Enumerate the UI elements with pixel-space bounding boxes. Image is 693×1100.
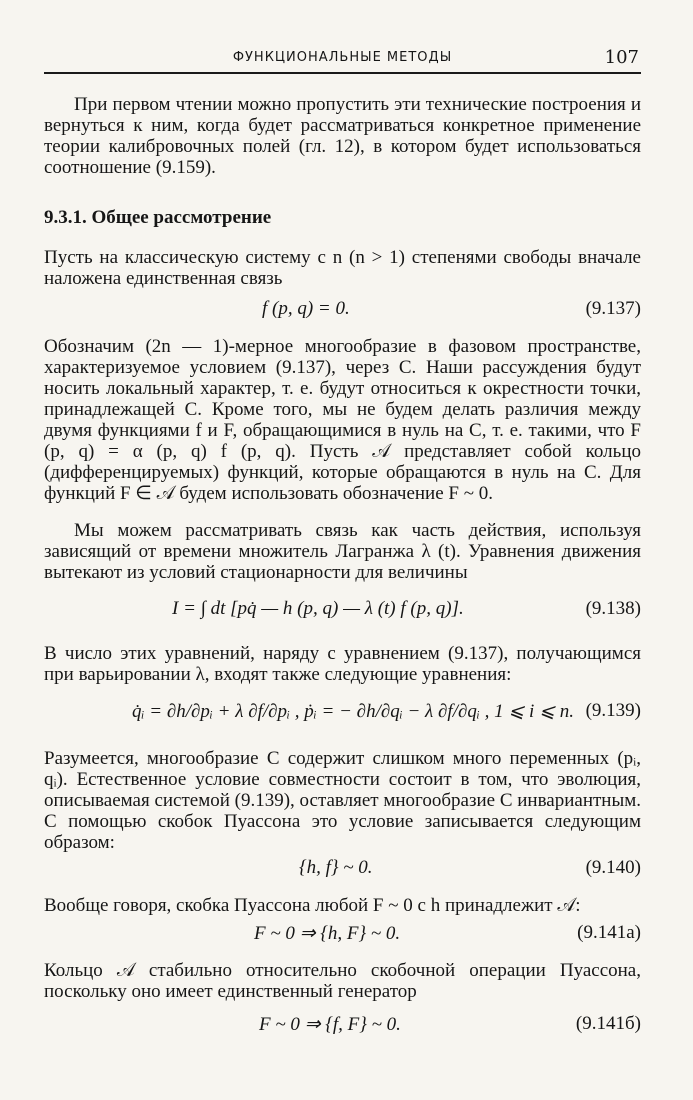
equation-9-139	[44, 700, 641, 726]
paragraph-6: Вообще говоря, скобка Пуассона любой F ~ 0 с h принадлежит 𝒜:	[44, 895, 581, 916]
section-heading: 9.3.1. Общее рассмотрение	[44, 207, 272, 228]
equation-9-137	[44, 298, 641, 324]
running-head	[44, 46, 641, 74]
running-head-title: ФУНКЦИОНАЛЬНЫЕ МЕТОДЫ	[232, 50, 453, 65]
page-number: 107	[604, 47, 639, 68]
equation-9-138	[44, 598, 641, 624]
paragraph-3: Мы можем рассматривать связь как часть действия, используя зависящий от времени множитель Лагранжа λ (t). Уравнения движения вытекают из условий стационарности для величины	[44, 520, 641, 583]
equation-label: (9.138)	[585, 598, 641, 619]
equation-formula: F ~ 0 ⇒ {f, F} ~ 0.	[259, 1014, 401, 1035]
equation-formula: F ~ 0 ⇒ {h, F} ~ 0.	[254, 923, 401, 944]
intro-paragraph: При первом чтении можно пропустить эти технические построения и вернуться к ним, когда будет рассматриваться конкретное применение теории калибровочных полей (гл. 12), в котором будет использоваться соотношение (9.159).	[44, 94, 641, 178]
paragraph-5: Разумеется, многообразие C содержит слишком много переменных (pᵢ, qᵢ). Естественное условие совместности состоит в том, что эволюция, описываемая системой (9.139), оставляет многообразие C инвариантным. С помощью скобок Пуассона это условие записывается следующим образом:	[44, 748, 642, 853]
equation-9-141a	[44, 922, 641, 948]
paragraph-7: Кольцо 𝒜 стабильно относительно скобочной операции Пуассона, поскольку оно имеет единственный генератор	[44, 960, 641, 1002]
equation-9-140	[44, 857, 641, 883]
paragraph-1: Пусть на классическую систему с n (n > 1) степенями свободы вначале наложена единственная связь	[44, 247, 641, 289]
paragraph-2: Обозначим (2n — 1)-мерное многообразие в фазовом пространстве, характеризуемое условием (9.137), через C. Наши рассуждения будут носить локальный характер, т. е. будут относиться к окрестности точки, принадлежащей C. Кроме того, мы не будем делать различия между двумя функциями f и F, обращающимися в нуль на C, т. е. такими, что F (p, q) = α (p, q) f (p, q). Пусть 𝒜 представляет собой кольцо (дифференцируемых) функций, которые обращаются в нуль на C. Для функций F ∈ 𝒜 будем использовать обозначение F ~ 0.	[44, 336, 641, 504]
equation-formula: I = ∫ dt [pq̇ — h (p, q) — λ (t) f (p, q)].	[172, 598, 464, 619]
equation-formula: q̇ᵢ = ∂h/∂pᵢ + λ ∂f/∂pᵢ , ṗᵢ = − ∂h/∂qᵢ − λ ∂f/∂qᵢ , 1 ⩽ i ⩽ n.	[132, 701, 575, 722]
equation-label: (9.139)	[585, 700, 641, 721]
equation-formula: f (p, q) = 0.	[262, 298, 350, 319]
equation-label: (9.140)	[585, 857, 641, 878]
equation-9-141b	[44, 1013, 641, 1039]
equation-label: (9.137)	[585, 298, 641, 319]
equation-formula: {h, f} ~ 0.	[299, 857, 373, 878]
paragraph-4: В число этих уравнений, наряду с уравнением (9.137), получающимся при варьировании λ, входят также следующие уравнения:	[44, 643, 641, 685]
equation-label: (9.141а)	[577, 922, 641, 943]
equation-label: (9.141б)	[575, 1013, 641, 1034]
